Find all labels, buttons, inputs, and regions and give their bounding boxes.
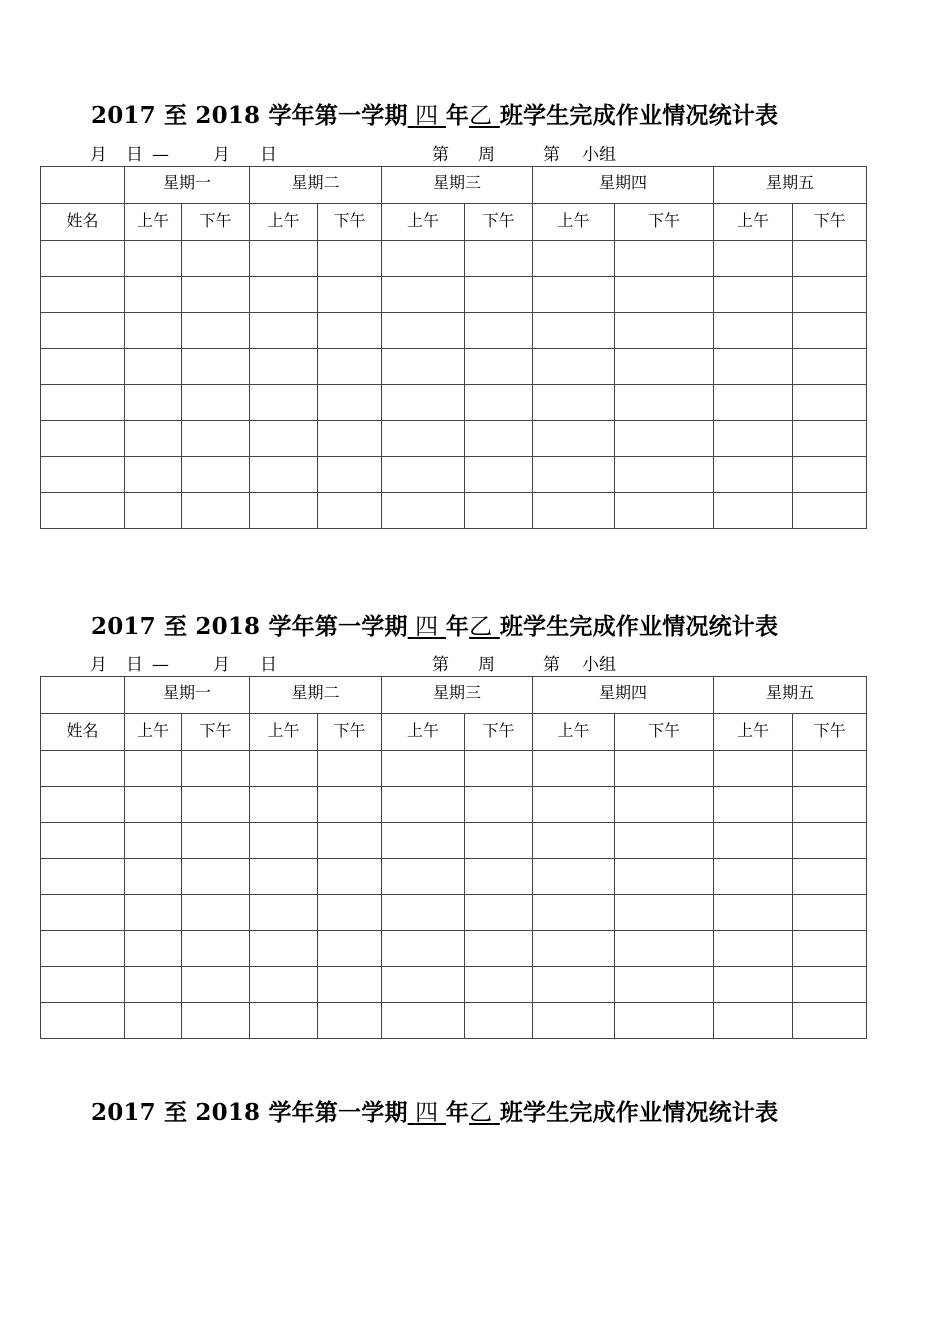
name-cell[interactable] <box>41 931 125 967</box>
title-part2: 年 <box>445 102 470 129</box>
record-cell[interactable] <box>125 385 182 421</box>
record-cell[interactable] <box>615 493 714 529</box>
record-cell[interactable] <box>793 277 867 313</box>
record-cell[interactable] <box>250 787 318 823</box>
record-cell[interactable] <box>250 277 318 313</box>
record-cell[interactable] <box>382 823 465 859</box>
record-cell[interactable] <box>533 895 615 931</box>
table-row <box>41 385 867 421</box>
title-grade: 四 <box>415 1100 439 1126</box>
group-suffix: 小组 <box>582 145 616 165</box>
record-cell[interactable] <box>793 349 867 385</box>
record-cell[interactable] <box>125 751 182 787</box>
record-cell[interactable] <box>182 313 250 349</box>
record-cell[interactable] <box>318 385 382 421</box>
record-cell[interactable] <box>615 421 714 457</box>
name-cell[interactable] <box>41 895 125 931</box>
record-cell[interactable] <box>250 823 318 859</box>
pm-header: 下午 <box>465 714 533 751</box>
am-header: 上午 <box>714 204 793 241</box>
record-cell[interactable] <box>533 277 615 313</box>
record-cell[interactable] <box>250 751 318 787</box>
record-cell[interactable] <box>714 1003 793 1039</box>
table-row <box>41 967 867 1003</box>
record-cell[interactable] <box>465 493 533 529</box>
day-label: 日 <box>126 145 143 165</box>
record-cell[interactable] <box>615 241 714 277</box>
record-cell[interactable] <box>318 751 382 787</box>
record-cell[interactable] <box>533 421 615 457</box>
name-cell[interactable] <box>41 277 125 313</box>
record-cell[interactable] <box>125 931 182 967</box>
record-cell[interactable] <box>793 493 867 529</box>
pm-header: 下午 <box>615 714 714 751</box>
record-cell[interactable] <box>465 457 533 493</box>
week-suffix: 周 <box>478 655 495 675</box>
record-cell[interactable] <box>615 967 714 1003</box>
record-cell[interactable] <box>318 493 382 529</box>
record-cell[interactable] <box>382 493 465 529</box>
record-cell[interactable] <box>615 277 714 313</box>
week-suffix: 周 <box>478 145 495 165</box>
record-cell[interactable] <box>615 1003 714 1039</box>
record-cell[interactable] <box>465 895 533 931</box>
record-cell[interactable] <box>465 931 533 967</box>
record-cell[interactable] <box>182 823 250 859</box>
name-cell[interactable] <box>41 385 125 421</box>
day-header: 星期五 <box>714 677 867 714</box>
record-cell[interactable] <box>318 421 382 457</box>
record-cell[interactable] <box>465 385 533 421</box>
name-header: 姓名 <box>41 714 125 751</box>
record-cell[interactable] <box>125 1003 182 1039</box>
record-cell[interactable] <box>318 1003 382 1039</box>
table-row <box>41 493 867 529</box>
record-cell[interactable] <box>250 493 318 529</box>
name-cell[interactable] <box>41 1003 125 1039</box>
record-cell[interactable] <box>125 457 182 493</box>
record-cell[interactable] <box>793 313 867 349</box>
record-cell[interactable] <box>793 967 867 1003</box>
am-header: 上午 <box>125 204 182 241</box>
table-row <box>41 1003 867 1039</box>
record-cell[interactable] <box>793 823 867 859</box>
record-cell[interactable] <box>382 241 465 277</box>
table-row <box>41 895 867 931</box>
table-body <box>41 751 867 1039</box>
name-cell[interactable] <box>41 823 125 859</box>
day-header: 星期一 <box>125 167 250 204</box>
record-cell[interactable] <box>250 241 318 277</box>
table-body <box>41 241 867 529</box>
am-header: 上午 <box>533 204 615 241</box>
record-cell[interactable] <box>382 349 465 385</box>
day-header: 星期三 <box>382 167 533 204</box>
group-prefix: 第 <box>543 655 560 675</box>
record-cell[interactable] <box>793 457 867 493</box>
day-header: 星期一 <box>125 677 250 714</box>
record-cell[interactable] <box>533 751 615 787</box>
record-cell[interactable] <box>382 931 465 967</box>
record-cell[interactable] <box>382 859 465 895</box>
pm-header: 下午 <box>615 204 714 241</box>
record-cell[interactable] <box>382 313 465 349</box>
record-cell[interactable] <box>250 349 318 385</box>
title-class: 乙 <box>469 103 493 129</box>
record-cell[interactable] <box>714 241 793 277</box>
record-cell[interactable] <box>714 895 793 931</box>
record-cell[interactable] <box>250 895 318 931</box>
record-cell[interactable] <box>465 967 533 1003</box>
record-cell[interactable] <box>714 277 793 313</box>
record-cell[interactable] <box>714 967 793 1003</box>
record-cell[interactable] <box>465 421 533 457</box>
record-cell[interactable] <box>318 457 382 493</box>
record-cell[interactable] <box>714 787 793 823</box>
record-cell[interactable] <box>793 1003 867 1039</box>
title-class: 乙 <box>469 1100 493 1126</box>
am-header: 上午 <box>250 204 318 241</box>
month-label: 月 <box>90 145 107 165</box>
day-header: 星期二 <box>250 167 382 204</box>
record-cell[interactable] <box>533 457 615 493</box>
record-cell[interactable] <box>615 457 714 493</box>
record-cell[interactable] <box>250 385 318 421</box>
record-cell[interactable] <box>533 349 615 385</box>
record-cell[interactable] <box>533 823 615 859</box>
table-row <box>41 457 867 493</box>
table-row <box>41 313 867 349</box>
record-cell[interactable] <box>714 859 793 895</box>
record-cell[interactable] <box>318 859 382 895</box>
record-cell[interactable] <box>318 787 382 823</box>
day-label: 日 <box>260 145 277 165</box>
title-part1: 2017 至 2018 学年第一学期 <box>91 1099 408 1126</box>
week-prefix: 第 <box>432 145 449 165</box>
record-cell[interactable] <box>125 277 182 313</box>
record-cell[interactable] <box>250 967 318 1003</box>
record-cell[interactable] <box>533 493 615 529</box>
record-cell[interactable] <box>465 313 533 349</box>
sheet-title <box>91 1098 778 1128</box>
record-cell[interactable] <box>125 967 182 1003</box>
record-cell[interactable] <box>250 859 318 895</box>
name-cell[interactable] <box>41 751 125 787</box>
pm-header: 下午 <box>318 204 382 241</box>
record-cell[interactable] <box>318 931 382 967</box>
record-cell[interactable] <box>382 895 465 931</box>
record-cell[interactable] <box>182 277 250 313</box>
corner-cell <box>41 677 125 714</box>
week-prefix: 第 <box>432 655 449 675</box>
record-cell[interactable] <box>318 823 382 859</box>
day-header: 星期三 <box>382 677 533 714</box>
title-part1: 2017 至 2018 学年第一学期 <box>91 613 408 640</box>
record-cell[interactable] <box>382 787 465 823</box>
record-cell[interactable] <box>182 241 250 277</box>
record-cell[interactable] <box>714 349 793 385</box>
record-cell[interactable] <box>714 931 793 967</box>
record-cell[interactable] <box>182 859 250 895</box>
title-part2: 年 <box>445 1099 470 1126</box>
day-header: 星期二 <box>250 677 382 714</box>
record-cell[interactable] <box>533 241 615 277</box>
month-label: 月 <box>213 655 230 675</box>
record-cell[interactable] <box>182 967 250 1003</box>
sheet-title <box>91 101 778 131</box>
day-label: 日 <box>126 655 143 675</box>
day-header: 星期四 <box>533 167 714 204</box>
record-cell[interactable] <box>182 895 250 931</box>
am-header: 上午 <box>714 714 793 751</box>
record-cell[interactable] <box>465 823 533 859</box>
record-cell[interactable] <box>615 895 714 931</box>
record-cell[interactable] <box>125 493 182 529</box>
am-header: 上午 <box>533 714 615 751</box>
record-cell[interactable] <box>615 787 714 823</box>
record-cell[interactable] <box>318 241 382 277</box>
record-cell[interactable] <box>125 313 182 349</box>
record-cell[interactable] <box>250 931 318 967</box>
table-row <box>41 241 867 277</box>
record-cell[interactable] <box>793 859 867 895</box>
name-cell[interactable] <box>41 421 125 457</box>
table-row <box>41 277 867 313</box>
title-part2: 年 <box>445 613 470 640</box>
record-cell[interactable] <box>318 967 382 1003</box>
date-week-line <box>90 144 650 166</box>
record-cell[interactable] <box>318 277 382 313</box>
name-cell[interactable] <box>41 457 125 493</box>
record-cell[interactable] <box>793 421 867 457</box>
title-grade: 四 <box>415 614 439 640</box>
record-cell[interactable] <box>382 421 465 457</box>
record-cell[interactable] <box>318 895 382 931</box>
month-label: 月 <box>213 145 230 165</box>
record-cell[interactable] <box>250 313 318 349</box>
table-row <box>41 787 867 823</box>
title-part1: 2017 至 2018 学年第一学期 <box>91 102 408 129</box>
record-cell[interactable] <box>793 751 867 787</box>
table-row <box>41 931 867 967</box>
title-class: 乙 <box>469 614 493 640</box>
am-header: 上午 <box>382 714 465 751</box>
record-cell[interactable] <box>125 787 182 823</box>
record-cell[interactable] <box>318 349 382 385</box>
group-suffix: 小组 <box>582 655 616 675</box>
record-cell[interactable] <box>250 457 318 493</box>
record-cell[interactable] <box>533 313 615 349</box>
record-cell[interactable] <box>465 751 533 787</box>
record-cell[interactable] <box>182 493 250 529</box>
record-cell[interactable] <box>382 1003 465 1039</box>
pm-header: 下午 <box>465 204 533 241</box>
record-cell[interactable] <box>182 457 250 493</box>
name-cell[interactable] <box>41 349 125 385</box>
date-dash: — <box>152 145 169 165</box>
homework-table <box>40 166 867 529</box>
date-dash: — <box>152 655 169 675</box>
record-cell[interactable] <box>125 895 182 931</box>
name-cell[interactable] <box>41 313 125 349</box>
name-cell[interactable] <box>41 787 125 823</box>
record-cell[interactable] <box>615 751 714 787</box>
month-label: 月 <box>90 655 107 675</box>
record-cell[interactable] <box>382 751 465 787</box>
name-cell[interactable] <box>41 967 125 1003</box>
table-row <box>41 859 867 895</box>
record-cell[interactable] <box>615 823 714 859</box>
record-cell[interactable] <box>125 421 182 457</box>
record-cell[interactable] <box>793 241 867 277</box>
name-cell[interactable] <box>41 859 125 895</box>
record-cell[interactable] <box>533 787 615 823</box>
record-cell[interactable] <box>182 931 250 967</box>
name-cell[interactable] <box>41 493 125 529</box>
record-cell[interactable] <box>793 895 867 931</box>
record-cell[interactable] <box>533 931 615 967</box>
name-header: 姓名 <box>41 204 125 241</box>
pm-header: 下午 <box>793 204 867 241</box>
record-cell[interactable] <box>533 385 615 421</box>
record-cell[interactable] <box>465 241 533 277</box>
record-cell[interactable] <box>533 967 615 1003</box>
record-cell[interactable] <box>714 421 793 457</box>
record-cell[interactable] <box>182 787 250 823</box>
record-cell[interactable] <box>615 859 714 895</box>
record-cell[interactable] <box>533 1003 615 1039</box>
table-row <box>41 349 867 385</box>
table-row <box>41 751 867 787</box>
name-cell[interactable] <box>41 241 125 277</box>
title-part3: 班学生完成作业情况统计表 <box>499 613 779 640</box>
record-cell[interactable] <box>125 349 182 385</box>
record-cell[interactable] <box>615 931 714 967</box>
record-cell[interactable] <box>382 457 465 493</box>
record-cell[interactable] <box>125 823 182 859</box>
title-part3: 班学生完成作业情况统计表 <box>499 102 779 129</box>
record-cell[interactable] <box>714 385 793 421</box>
record-cell[interactable] <box>714 457 793 493</box>
corner-cell <box>41 167 125 204</box>
pm-header: 下午 <box>182 204 250 241</box>
record-cell[interactable] <box>615 349 714 385</box>
record-cell[interactable] <box>182 1003 250 1039</box>
record-cell[interactable] <box>465 277 533 313</box>
homework-table <box>40 676 867 1039</box>
record-cell[interactable] <box>125 859 182 895</box>
record-cell[interactable] <box>182 421 250 457</box>
pm-header: 下午 <box>182 714 250 751</box>
record-cell[interactable] <box>250 421 318 457</box>
record-cell[interactable] <box>382 967 465 1003</box>
record-cell[interactable] <box>465 787 533 823</box>
record-cell[interactable] <box>714 751 793 787</box>
record-cell[interactable] <box>714 313 793 349</box>
record-cell[interactable] <box>615 385 714 421</box>
title-grade: 四 <box>415 103 439 129</box>
record-cell[interactable] <box>465 859 533 895</box>
record-cell[interactable] <box>793 787 867 823</box>
record-cell[interactable] <box>714 493 793 529</box>
record-cell[interactable] <box>793 385 867 421</box>
record-cell[interactable] <box>382 385 465 421</box>
day-label: 日 <box>260 655 277 675</box>
record-cell[interactable] <box>182 349 250 385</box>
table-row <box>41 823 867 859</box>
day-header: 星期四 <box>533 677 714 714</box>
record-cell[interactable] <box>182 385 250 421</box>
date-week-line <box>90 654 650 676</box>
record-cell[interactable] <box>250 1003 318 1039</box>
record-cell[interactable] <box>465 349 533 385</box>
day-header: 星期五 <box>714 167 867 204</box>
record-cell[interactable] <box>125 241 182 277</box>
record-cell[interactable] <box>714 823 793 859</box>
record-cell[interactable] <box>533 859 615 895</box>
record-cell[interactable] <box>793 931 867 967</box>
am-header: 上午 <box>382 204 465 241</box>
pm-header: 下午 <box>318 714 382 751</box>
record-cell[interactable] <box>615 313 714 349</box>
record-cell[interactable] <box>182 751 250 787</box>
record-cell[interactable] <box>318 313 382 349</box>
group-prefix: 第 <box>543 145 560 165</box>
am-header: 上午 <box>250 714 318 751</box>
table-row <box>41 421 867 457</box>
record-cell[interactable] <box>465 1003 533 1039</box>
pm-header: 下午 <box>793 714 867 751</box>
record-cell[interactable] <box>382 277 465 313</box>
sheet-title <box>91 612 778 642</box>
am-header: 上午 <box>125 714 182 751</box>
title-part3: 班学生完成作业情况统计表 <box>499 1099 779 1126</box>
